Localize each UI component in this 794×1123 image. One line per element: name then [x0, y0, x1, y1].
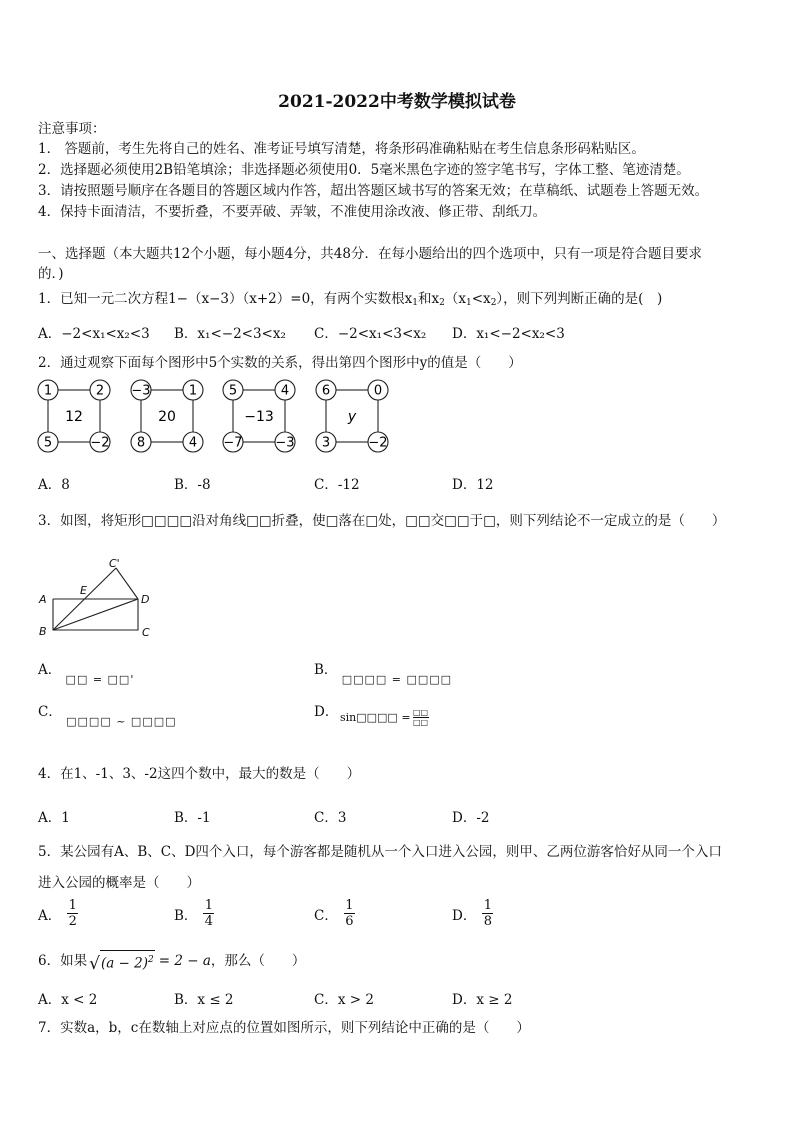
corner-number-bl: 3	[321, 435, 331, 451]
section-heading-line-1: 一、选择题（本大题共12个小题，每小题4分，共48分．在每小题给出的四个选项中，只有一项是符合题目要求	[38, 246, 702, 262]
q5-option-letter: B．	[174, 907, 198, 924]
q1-sub: 2	[439, 298, 445, 308]
q5-option-b[interactable]	[174, 898, 214, 929]
denominator: 8	[483, 914, 492, 929]
q6-square-root	[89, 950, 155, 973]
section-heading-line-2: 的．)	[38, 266, 64, 282]
numerator: 1	[483, 898, 492, 913]
q3-option-d-prefix: sin□□□□ =	[340, 711, 411, 724]
q2-option-a[interactable]: A．8	[38, 477, 70, 493]
center-number: 20	[158, 409, 176, 425]
corner-number-bl: −7	[223, 435, 243, 451]
corner-number-tl: −3	[131, 383, 151, 399]
q2-figures	[30, 376, 400, 456]
question-7: 7．实数a，b，c在数轴上对应点的位置如图所示，则下列结论中正确的是（ ）	[38, 1020, 530, 1036]
notice-heading: 注意事项：	[38, 121, 106, 137]
q3-option-d[interactable]	[314, 700, 338, 720]
q6-option-c[interactable]: C．x > 2	[314, 992, 374, 1008]
q3-option-c[interactable]	[38, 700, 177, 728]
q4-option-b[interactable]: B．-1	[174, 810, 211, 826]
q5-option-letter: D．	[452, 907, 477, 924]
q4-option-c[interactable]: C．3	[314, 810, 347, 826]
q5-option-a[interactable]	[38, 898, 78, 929]
q1-option-a[interactable]: A．−2<x₁<x₂<3	[38, 326, 150, 342]
fraction	[67, 898, 78, 929]
q6-rhs: = 2 − a	[158, 953, 211, 970]
q2-figure-4	[316, 380, 388, 452]
q3-option-d-num: □□	[412, 708, 429, 717]
label-c-prime: C'	[109, 557, 120, 570]
q3-option-b-content: □□□□ = □□□□	[341, 673, 453, 686]
q1-sub: 1	[412, 298, 419, 308]
question-1	[38, 290, 662, 312]
q4-option-d[interactable]: D．-2	[452, 810, 490, 826]
q3-option-c-letter: C．	[38, 704, 62, 720]
q5-option-letter: A．	[38, 907, 62, 924]
corner-number-br: −2	[368, 435, 388, 451]
q6-option-d[interactable]: D．x ≥ 2	[452, 992, 513, 1008]
diagonal-bd	[53, 599, 138, 630]
q3-option-a[interactable]	[38, 658, 135, 686]
q3-option-b-letter: B．	[314, 662, 338, 678]
q1-option-d[interactable]: D．x₁<−2<x₂<3	[452, 326, 565, 342]
denominator: 4	[204, 914, 214, 929]
corner-number-bl: 8	[136, 435, 146, 451]
q2-figure-2	[131, 380, 203, 452]
q3-option-a-content: □□ = □□'	[65, 673, 135, 686]
q6-exponent: 2	[148, 955, 154, 965]
q6-option-b[interactable]: B．x ≤ 2	[174, 992, 234, 1008]
q6-radicand-base: (a − 2)	[100, 955, 149, 972]
q6-suffix: ，那么（ ）	[210, 953, 306, 970]
q3-rectangle-fold-figure	[36, 556, 166, 642]
q3-option-b[interactable]	[314, 658, 453, 686]
q1-sub: 2	[490, 298, 497, 308]
notice-item-2: 2．选择题必须使用2B铅笔填涂；非选择题必须使用0．5毫米黑色字迹的签字笔书写，字体工整、笔迹清楚。	[38, 162, 690, 178]
q3-option-d-formula	[340, 708, 429, 727]
label-e: E	[80, 584, 87, 597]
numerator: 1	[345, 898, 354, 913]
corner-number-bl: 5	[43, 435, 53, 451]
q2-option-b[interactable]: B．-8	[174, 477, 211, 493]
label-d: D	[141, 593, 150, 606]
corner-number-tr: 0	[373, 383, 383, 399]
q2-figure-3	[223, 380, 295, 452]
denominator: 2	[68, 914, 77, 929]
corner-number-tl: 1	[43, 383, 53, 399]
corner-number-tl: 5	[228, 383, 238, 399]
corner-number-br: 4	[188, 435, 198, 451]
q6-radicand	[100, 950, 155, 973]
q4-option-a[interactable]: A．1	[38, 810, 70, 826]
folded-side-c-prime-d	[116, 568, 138, 599]
center-number: y	[347, 409, 357, 425]
q3-option-d-den: □□	[412, 718, 429, 727]
fraction	[482, 898, 493, 929]
question-4: 4．在1、-1、3、-2这四个数中，最大的数是（ ）	[38, 766, 361, 782]
notice-item-3: 3．请按照题号顺序在各题目的答题区域内作答，超出答题区域书写的答案无效；在草稿纸、试题卷上答题无效。	[38, 183, 709, 199]
q2-option-d[interactable]: D．12	[452, 477, 494, 493]
corner-number-tr: 4	[280, 383, 290, 399]
q3-option-c-content: □□□□ ~ □□□□	[66, 715, 177, 728]
q1-text-a: 1．已知一元二次方程1−（x−3）（x+2）=0，有两个实数根x	[38, 291, 413, 307]
numerator: 1	[68, 898, 77, 913]
fraction	[344, 898, 355, 929]
q2-option-c[interactable]: C．-12	[314, 477, 360, 493]
paper-title: 2021-2022中考数学模拟试卷	[278, 92, 516, 112]
q2-figure-1	[38, 380, 110, 452]
question-3: 3．如图，将矩形□□□□沿对角线□□折叠，使□落在□处，□□交□□于□，则下列结论不一定成立的是（ ）	[38, 513, 726, 529]
question-2: 2．通过观察下面每个图形中5个实数的关系，得出第四个图形中y的值是（ ）	[38, 355, 522, 371]
q1-sub: 1	[466, 298, 472, 308]
q1-text-d: <x	[471, 291, 491, 307]
q3-option-d-letter: D．	[314, 704, 339, 720]
corner-number-br: −2	[90, 435, 110, 451]
question-5-line-2: 进入公园的概率是（ ）	[38, 875, 200, 891]
corner-number-tr: 2	[95, 383, 105, 399]
radical-sign-icon: √	[89, 953, 100, 974]
notice-item-1: 1． 答题前，考生先将自己的姓名、准考证号填写清楚，将条形码准确粘贴在考生信息条形码粘贴区。	[38, 141, 645, 157]
q1-text-b: 和x	[418, 291, 440, 307]
q1-option-b[interactable]: B．x₁<−2<3<x₂	[174, 326, 286, 342]
corner-number-tr: 1	[188, 383, 198, 399]
center-number: 12	[65, 409, 83, 425]
denominator: 6	[345, 914, 354, 929]
q3-option-a-letter: A．	[38, 662, 62, 678]
corner-number-br: −3	[275, 435, 295, 451]
center-number: −13	[244, 409, 274, 425]
q1-text-e: ），则下列判断正确的是( )	[496, 291, 663, 307]
corner-number-tl: 6	[321, 383, 331, 399]
q1-option-c[interactable]: C．−2<x₁<3<x₂	[314, 326, 427, 342]
question-5-line-1: 5．某公园有A、B、C、D四个入口，每个游客都是随机从一个入口进入公园，则甲、乙两位游客恰好从同一个入口	[38, 844, 722, 860]
label-a: A	[39, 593, 47, 606]
fraction	[203, 898, 214, 929]
q5-option-letter: C．	[314, 907, 338, 924]
q5-option-d[interactable]	[452, 898, 493, 929]
q6-option-a[interactable]: A．x < 2	[38, 992, 98, 1008]
q1-text-c: （x	[444, 291, 467, 307]
numerator: 1	[204, 898, 214, 913]
label-b: B	[39, 625, 47, 638]
q6-prefix: 6．如果	[38, 953, 88, 970]
q3-option-d-fraction	[413, 708, 429, 727]
question-6	[38, 950, 305, 973]
q5-option-c[interactable]	[314, 898, 355, 929]
notice-item-4: 4．保持卡面清洁，不要折叠，不要弄破、弄皱，不准使用涂改液、修正带、刮纸刀。	[38, 204, 547, 220]
label-c: C	[142, 626, 150, 639]
